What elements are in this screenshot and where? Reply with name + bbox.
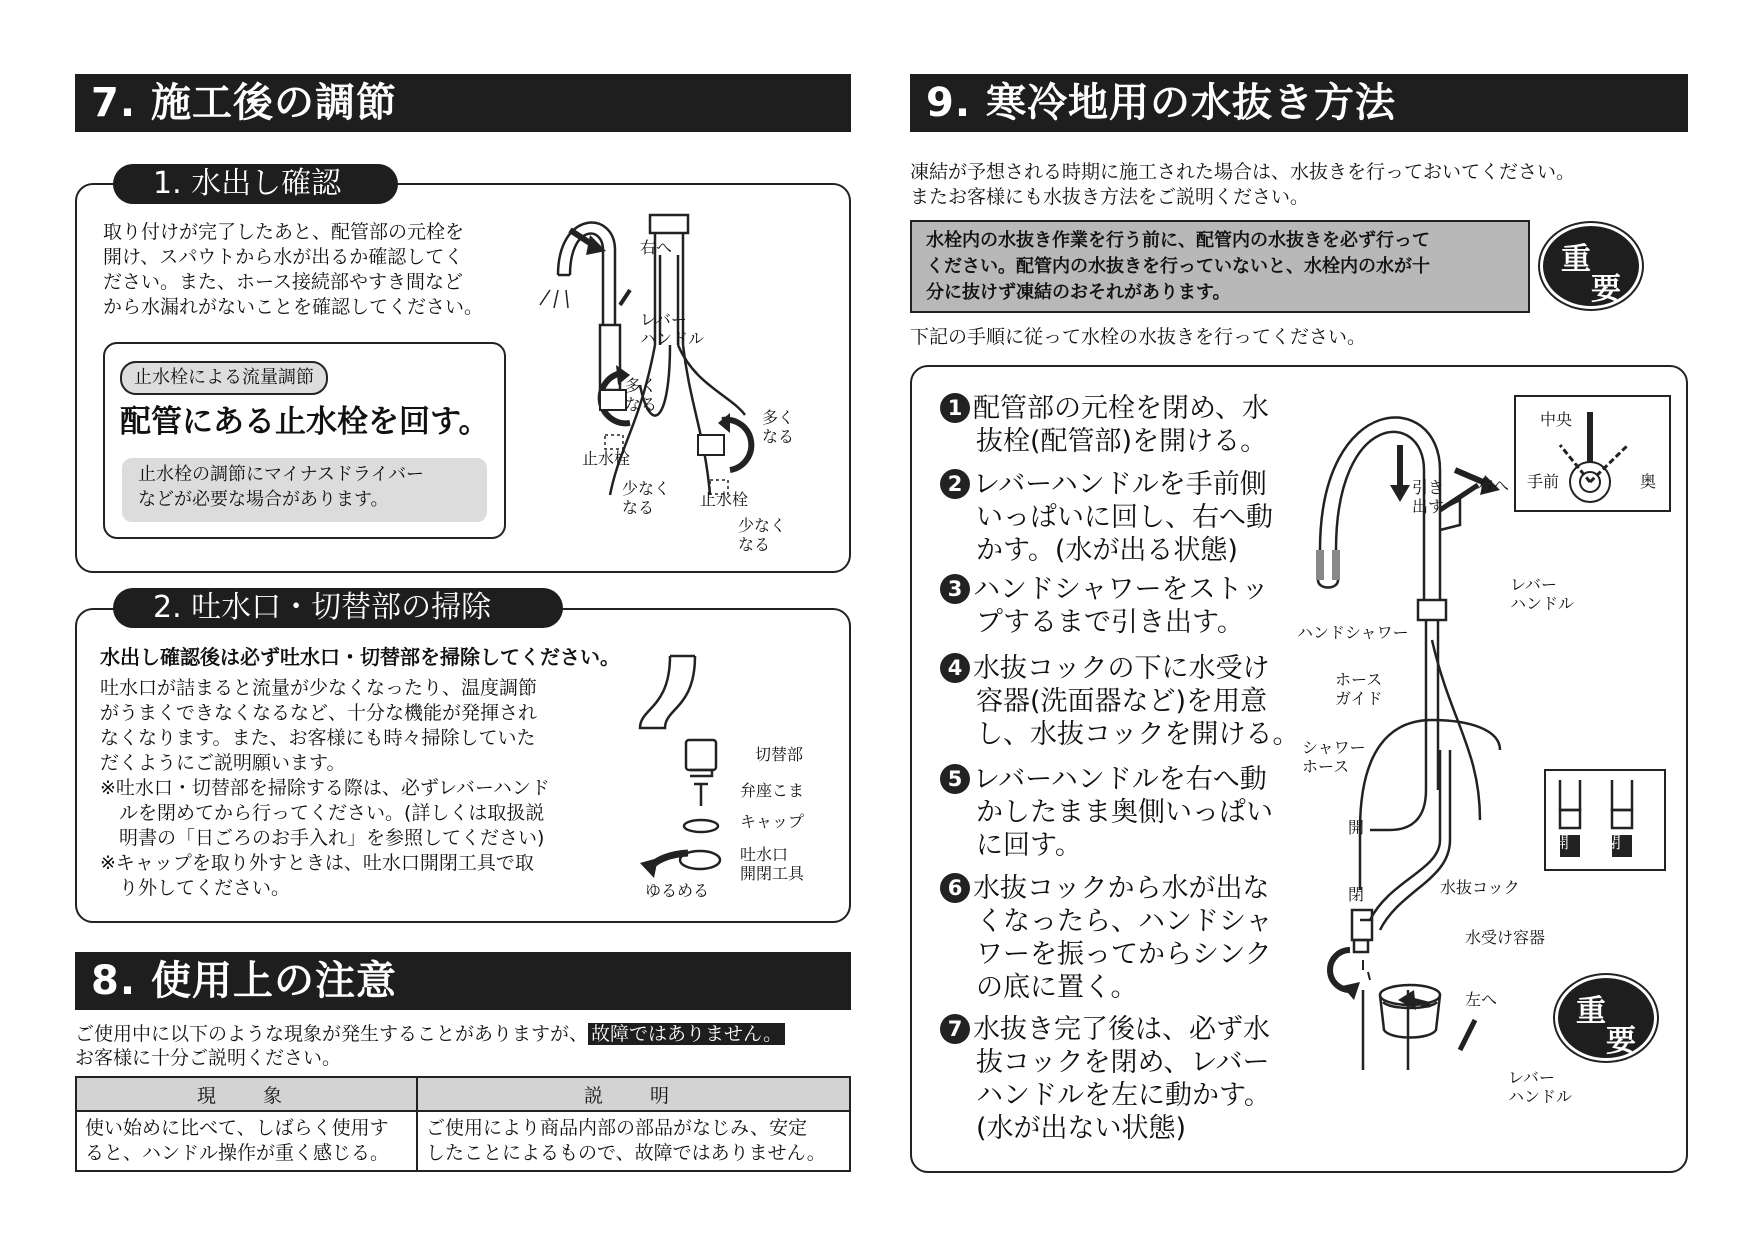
step-7-line-4: (水が出ない状態) <box>976 1113 1187 1144</box>
section-9-title: 9. 寒冷地用の水抜き方法 <box>910 74 1688 132</box>
usage-intro-highlight: 故障ではありません。 <box>588 1023 785 1045</box>
flow-adjust-note: 止水栓の調節にマイナスドライバー などが必要な場合があります。 <box>122 458 487 522</box>
step-1-number: 1 <box>940 393 970 423</box>
step-7-line-3: ハンドルを左に動かす。 <box>976 1080 1271 1111</box>
label-loosen: ゆるめる <box>645 881 710 900</box>
usage-intro <box>75 1022 855 1070</box>
label-pull: 引き 出す <box>1412 478 1445 516</box>
water-check-body: 取り付けが完了したあと、配管部の元栓を 開け、スパウトから水が出るか確認してく ださい。また、ホース接続部やすき間など から水漏れがないことを確認してください。 <box>103 221 484 318</box>
table-cell-explanation: ご使用により商品内部の部品がなじみ、安定 したことによるもので、故障ではありません。 <box>417 1111 850 1171</box>
drain-warning: 水栓内の水抜き作業を行う前に、配管内の水抜きを必ず行って ください。配管内の水抜きを行っていないと、水栓内の水が十 分に抜けず凍結のおそれがあります。 <box>910 220 1530 313</box>
drain-intro: 凍結が予想される時期に施工された場合は、水抜きを行っておいてください。 またお客様にも水抜き方法をご説明ください。 <box>910 161 1576 208</box>
label-center: 中央 <box>1540 410 1573 429</box>
table-header-explanation: 説 明 <box>417 1077 850 1111</box>
label-lever-3: レバー ハンドル <box>1508 1068 1573 1106</box>
spout-cleaning-title: 2. 吐水口・切替部の掃除 <box>113 588 563 628</box>
label-hose-guide: ホース ガイド <box>1335 670 1383 708</box>
spout-cleaning-body: 吐水口が詰まると流量が少なくなったり、温度調節 がうまくできなくなるなど、十分な機能が発揮され なくなります。また、お客様にも時々掃除していた だくようにご説明願います。 ※吐水口・切替部を掃除する際は、必ずレバーハンド ルを閉めてから行ってください。(詳しくは取扱説 明書の「日ごろのお手入れ」を参照してください) ※キャップを取り外すときは、吐水口開閉工具で取 り外してください。 <box>100 677 550 899</box>
label-left: 左へ <box>1465 990 1498 1009</box>
step-2-line-3: かす。(水が出る状態) <box>976 535 1238 566</box>
step-6 <box>940 872 1285 1004</box>
table-header-row <box>76 1077 850 1111</box>
flow-adjust-tag: 止水栓による流量調節 <box>120 361 328 395</box>
water-check-title: 1. 水出し確認 <box>113 164 398 204</box>
label-open: 開 <box>1348 818 1365 837</box>
important-badge-2 <box>1555 975 1657 1061</box>
drain-follow: 下記の手順に従って水栓の水抜きを行ってください。 <box>910 326 1367 348</box>
label-tool: 吐水口 開閉工具 <box>740 845 805 883</box>
label-valve-seat: 弁座こま <box>740 781 805 800</box>
table-row <box>76 1111 850 1171</box>
step-1-line-1: 配管部の元栓を閉め、水 <box>973 393 1269 424</box>
step-2-number: 2 <box>940 469 970 499</box>
step-4-line-2: 容器(洗面器など)を用意 <box>976 686 1268 717</box>
table-header-phenomenon: 現 象 <box>76 1077 417 1111</box>
label-hand-shower: ハンドシャワー <box>1297 623 1409 642</box>
important-badge-1-char-2: 要 <box>1591 272 1621 307</box>
step-5-number: 5 <box>940 764 970 794</box>
faucet-valve-illustration <box>530 205 840 565</box>
label-front: 手前 <box>1527 472 1560 491</box>
label-switch: 切替部 <box>755 745 804 764</box>
step-7-line-2: 抜コックを閉め、レバー <box>976 1047 1270 1078</box>
table-cell-phenomenon: 使い始めに比べて、しばらく使用す ると、ハンドル操作が重く感じる。 <box>76 1111 417 1171</box>
label-shower-hose: シャワー ホース <box>1302 738 1366 776</box>
step-3 <box>940 573 1285 639</box>
label-valve-1: 止水栓 <box>582 449 631 468</box>
important-badge-2-char-2: 要 <box>1606 1024 1636 1059</box>
label-inset-open: 開 <box>1553 833 1570 852</box>
step-7-line-1: 水抜き完了後は、必ず水 <box>973 1014 1270 1045</box>
flow-adjust-heading: 配管にある止水栓を回す。 <box>120 404 490 440</box>
usage-notes-table <box>75 1076 851 1172</box>
step-4-number: 4 <box>940 653 970 683</box>
label-more-2: 多く なる <box>762 408 795 446</box>
step-2-line-2: いっぱいに回し、右へ動 <box>976 502 1273 533</box>
label-more-1: 多く なる <box>625 376 658 414</box>
step-3-line-1: ハンドシャワーをストッ <box>973 574 1269 605</box>
step-6-line-3: ワーを振ってからシンク <box>976 939 1272 970</box>
step-4 <box>940 652 1300 751</box>
usage-intro-a: ご使用中に以下のような現象が発生することがありますが、 <box>75 1023 589 1045</box>
label-valve-2: 止水栓 <box>700 490 749 509</box>
step-7-number: 7 <box>940 1014 970 1044</box>
step-5 <box>940 763 1285 862</box>
step-6-line-4: の底に置く。 <box>976 972 1138 1003</box>
label-right-2: 右へ <box>1477 476 1510 495</box>
label-lever-2: レバー ハンドル <box>1510 575 1575 613</box>
step-5-line-3: に回す。 <box>976 830 1082 861</box>
label-less-1: 少なく なる <box>622 479 671 517</box>
label-basin: 水受け容器 <box>1465 928 1546 947</box>
label-inset-close: 閉 <box>1605 833 1622 852</box>
label-drain-cock: 水抜コック <box>1440 878 1520 897</box>
label-less-2: 少なく なる <box>738 516 787 554</box>
step-5-line-2: かしたまま奥側いっぱい <box>976 797 1273 828</box>
step-2 <box>940 468 1285 567</box>
important-badge-1 <box>1540 223 1642 309</box>
step-6-number: 6 <box>940 873 970 903</box>
section-8-title: 8. 使用上の注意 <box>75 952 851 1010</box>
step-2-line-1: レバーハンドルを手前側 <box>973 469 1267 500</box>
step-4-line-1: 水抜コックの下に水受け <box>973 653 1270 684</box>
step-7 <box>940 1013 1285 1145</box>
step-1 <box>940 392 1285 458</box>
step-4-line-3: し、水抜コックを開ける。 <box>976 719 1300 750</box>
label-back: 奥 <box>1640 472 1657 491</box>
step-3-line-2: プするまで引き出す。 <box>976 607 1244 638</box>
label-right-1: 右へ <box>640 238 673 257</box>
step-6-line-2: くなったら、ハンドシャ <box>976 906 1273 937</box>
usage-intro-b: お客様に十分ご説明ください。 <box>75 1047 342 1069</box>
spout-cleaning-lead: 水出し確認後は必ず吐水口・切替部を掃除してください。 <box>100 645 620 669</box>
label-close: 閉 <box>1348 885 1365 904</box>
step-1-line-2: 抜栓(配管部)を開ける。 <box>976 426 1268 457</box>
label-cap: キャップ <box>740 812 805 831</box>
step-5-line-1: レバーハンドルを右へ動 <box>973 764 1267 795</box>
step-3-number: 3 <box>940 574 970 604</box>
label-lever-1: レバー ハンドル <box>640 310 705 348</box>
important-badge-2-char-1: 重 <box>1576 994 1606 1029</box>
step-6-line-1: 水抜コックから水が出な <box>973 873 1270 904</box>
section-7-title: 7. 施工後の調節 <box>75 74 851 132</box>
important-badge-1-char-1: 重 <box>1561 242 1591 277</box>
